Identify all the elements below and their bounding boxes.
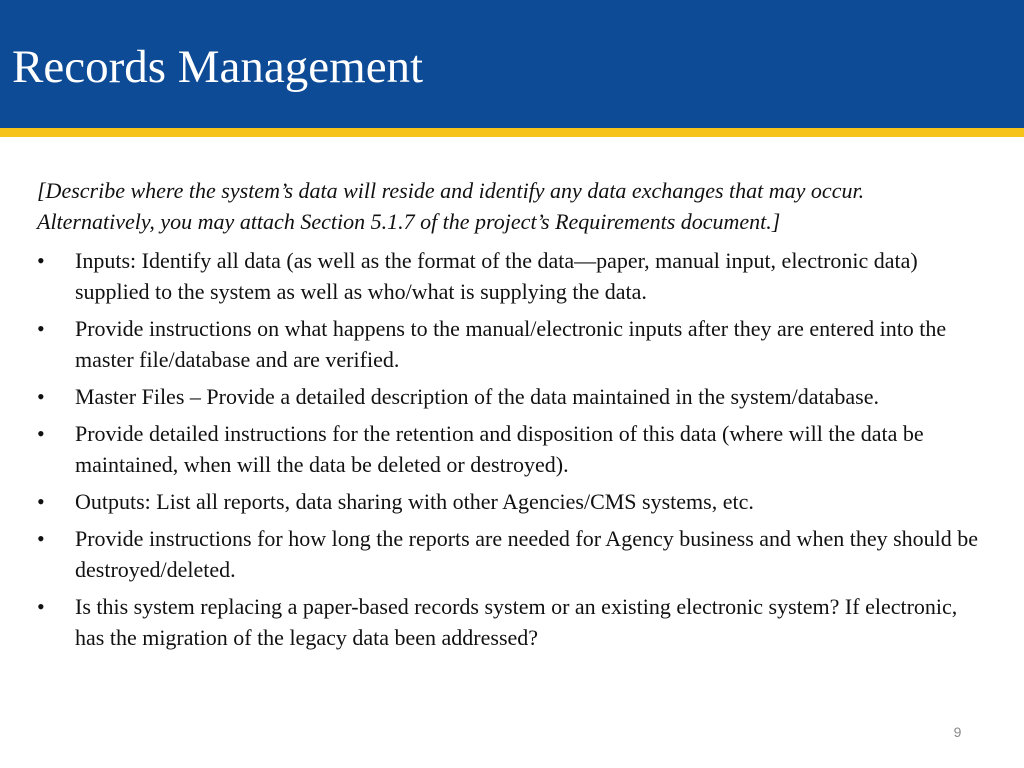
list-item-text: Provide instructions on what happens to the manual/electronic inputs after they are entered into the master file/database and are verified. — [75, 316, 947, 372]
list-item-text: Is this system replacing a paper-based records system or an existing electronic system? If electronic, has the migration of the legacy data been addressed? — [75, 594, 958, 650]
list-item-master-files — [37, 381, 982, 412]
bullet-dot-icon: • — [37, 384, 45, 409]
list-item-text: Provide detailed instructions for the retention and disposition of this data (where will the data be maintained, when will the data be deleted or destroyed). — [75, 421, 924, 477]
bullet-dot-icon: • — [37, 526, 45, 551]
slide-body — [37, 175, 982, 659]
bullet-dot-icon: • — [37, 594, 45, 619]
slide-title: Records Management — [12, 41, 424, 93]
title-underline — [0, 128, 1024, 137]
list-item-legacy-migration — [37, 591, 982, 653]
list-item-outputs — [37, 486, 982, 517]
bullet-dot-icon: • — [37, 421, 45, 446]
bullet-dot-icon: • — [37, 248, 45, 273]
list-item-text: Provide instructions for how long the reports are needed for Agency business and when they should be destroyed/deleted. — [75, 526, 979, 582]
list-item-text: Inputs: Identify all data (as well as the format of the data—paper, manual input, electronic data) supplied to the system as well as who/what is supplying the data. — [75, 248, 918, 304]
list-item-manual-electronic-inputs — [37, 313, 982, 375]
page-number: 9 — [953, 724, 962, 740]
bullet-dot-icon: • — [37, 489, 45, 514]
requirements-list — [37, 245, 982, 653]
list-item-retention-disposition — [37, 418, 982, 480]
list-item-text: Outputs: List all reports, data sharing with other Agencies/CMS systems, etc. — [75, 489, 754, 514]
list-item-text: Master Files – Provide a detailed description of the data maintained in the system/database. — [75, 384, 879, 409]
list-item-report-retention — [37, 523, 982, 585]
list-item-inputs — [37, 245, 982, 307]
bullet-dot-icon: • — [37, 316, 45, 341]
intro-instructions: [Describe where the system’s data will reside and identify any data exchanges that may occur. Alternatively, you may attach Section 5.1.7 of the project’s Requirements document.] — [37, 178, 865, 234]
